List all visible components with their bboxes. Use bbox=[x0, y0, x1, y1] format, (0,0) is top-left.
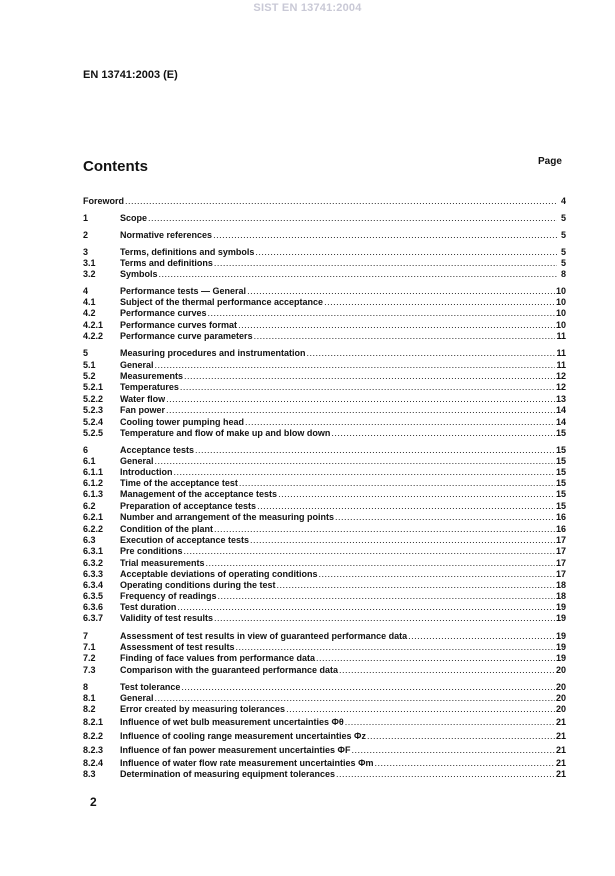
toc-entry bbox=[83, 743, 566, 755]
dot-leader bbox=[336, 769, 555, 779]
dot-leader bbox=[180, 382, 555, 392]
page-title: Contents bbox=[83, 158, 148, 175]
toc-entry-title: Influence of water flow rate measurement uncertainties Φm bbox=[120, 758, 374, 768]
dot-leader bbox=[331, 428, 555, 438]
toc-entry-number: 8.2.4 bbox=[83, 758, 104, 768]
toc-entry bbox=[83, 194, 566, 206]
toc-entry-page: 13 bbox=[555, 394, 566, 404]
toc-entry-page: 4 bbox=[560, 196, 566, 206]
toc-entry bbox=[83, 651, 566, 663]
toc-entry bbox=[83, 426, 566, 438]
toc-entry bbox=[83, 487, 566, 499]
toc-entry-title: Finding of face values from performance data bbox=[120, 653, 316, 663]
toc-entry-title: General bbox=[120, 456, 154, 466]
dot-leader bbox=[278, 489, 555, 499]
toc-entry bbox=[83, 715, 566, 727]
toc-entry-title: Influence of wet bulb measurement uncertainties Φθ bbox=[120, 717, 344, 727]
toc-entry-title: Performance curves format bbox=[120, 320, 238, 330]
page-column-label: Page bbox=[538, 156, 562, 167]
toc-entry-title: Subject of the thermal performance acceptance bbox=[120, 297, 324, 307]
toc-entry-page: 15 bbox=[555, 456, 566, 466]
toc-entry-number: 8.2.2 bbox=[83, 731, 104, 741]
toc-entry-page: 17 bbox=[555, 569, 566, 579]
dot-leader bbox=[184, 546, 555, 556]
toc-entry-page: 21 bbox=[555, 731, 566, 741]
dot-leader bbox=[286, 704, 555, 714]
toc-entry-page: 16 bbox=[555, 524, 566, 534]
dot-leader bbox=[214, 613, 555, 623]
toc-entry-number: 6.1.2 bbox=[83, 478, 104, 488]
toc-entry-number: 5 bbox=[83, 348, 89, 358]
toc-entry-page: 10 bbox=[555, 320, 566, 330]
toc-entry-page: 11 bbox=[556, 348, 566, 358]
watermark: SIST EN 13741:2004 bbox=[253, 2, 362, 14]
toc-entry-number: 5.1 bbox=[83, 360, 96, 370]
toc-entry bbox=[83, 729, 566, 741]
toc-entry bbox=[83, 403, 566, 415]
toc-entry-title: Temperature and flow of make up and blow down bbox=[120, 428, 331, 438]
toc-entry-page: 21 bbox=[555, 769, 566, 779]
dot-leader bbox=[345, 717, 555, 727]
toc-entry-page: 15 bbox=[555, 467, 566, 477]
toc-entry bbox=[83, 211, 566, 223]
toc-entry-page: 14 bbox=[555, 417, 566, 427]
toc-entry-page: 21 bbox=[555, 717, 566, 727]
toc-entry-number: 3.2 bbox=[83, 269, 96, 279]
toc-entry-title: Symbols bbox=[120, 269, 158, 279]
toc-entry-page: 19 bbox=[555, 653, 566, 663]
dot-leader bbox=[159, 269, 557, 279]
toc-entry-title: General bbox=[120, 693, 154, 703]
toc-entry-page: 19 bbox=[555, 631, 566, 641]
toc-entry-number: 2 bbox=[83, 230, 89, 240]
toc-entry-page: 20 bbox=[555, 704, 566, 714]
toc-entry-page: 20 bbox=[555, 693, 566, 703]
toc-entry-title: Introduction bbox=[120, 467, 173, 477]
dot-leader bbox=[307, 348, 556, 358]
toc-entry-number: 6.2.2 bbox=[83, 524, 104, 534]
dot-leader bbox=[166, 405, 555, 415]
toc-entry-page: 12 bbox=[555, 382, 566, 392]
toc-entry-title: Influence of cooling range measurement uncertainties Φz bbox=[120, 731, 366, 741]
toc-entry-title: Assessment of test results bbox=[120, 642, 235, 652]
toc-entry-number: 6.1.1 bbox=[83, 467, 104, 477]
toc-entry-title: Execution of acceptance tests bbox=[120, 535, 250, 545]
toc-entry-title: Terms and definitions bbox=[120, 258, 213, 268]
toc-entry bbox=[83, 510, 566, 522]
toc-entry-number: 6.3.7 bbox=[83, 613, 104, 623]
toc-entry-page: 21 bbox=[555, 745, 566, 755]
toc-entry-title: Trial measurements bbox=[120, 558, 205, 568]
toc-entry-number: 6.3.5 bbox=[83, 591, 104, 601]
toc-entry-page: 20 bbox=[555, 665, 566, 675]
toc-entry-page: 15 bbox=[555, 478, 566, 488]
toc-entry-title: Performance tests — General bbox=[120, 286, 247, 296]
toc-entry-page: 18 bbox=[555, 580, 566, 590]
toc-entry-title: Assessment of test results in view of guaranteed performance data bbox=[120, 631, 408, 641]
toc-entry-title: Test tolerance bbox=[120, 682, 181, 692]
toc-entry-page: 18 bbox=[555, 591, 566, 601]
toc-entry-page: 15 bbox=[555, 501, 566, 511]
toc-entry-number: 6.3.6 bbox=[83, 602, 104, 612]
toc-entry-page: 10 bbox=[555, 297, 566, 307]
toc-entry-page: 15 bbox=[555, 445, 566, 455]
toc-entry-page: 12 bbox=[555, 371, 566, 381]
toc-entry-number: 6.3.3 bbox=[83, 569, 104, 579]
toc-entry-page: 15 bbox=[555, 489, 566, 499]
toc-entry-number: 4.1 bbox=[83, 297, 96, 307]
toc-entry-number: 6 bbox=[83, 445, 89, 455]
toc-entry-title: Pre conditions bbox=[120, 546, 183, 556]
toc-entry-number: 7 bbox=[83, 631, 89, 641]
toc-entry-page: 10 bbox=[555, 308, 566, 318]
toc-entry-page: 15 bbox=[555, 428, 566, 438]
toc-entry-number: 6.2 bbox=[83, 501, 96, 511]
toc-entry-number: 5.2.3 bbox=[83, 405, 104, 415]
toc-entry-title: Temperatures bbox=[120, 382, 179, 392]
toc-entry-title: Determination of measuring equipment tolerances bbox=[120, 769, 336, 779]
toc-entry-title: Error created by measuring tolerances bbox=[120, 704, 286, 714]
toc-entry-number: 5.2.2 bbox=[83, 394, 104, 404]
toc-entry-number: 5.2.1 bbox=[83, 382, 104, 392]
toc-entry-page: 10 bbox=[555, 286, 566, 296]
toc-entry-number: 7.2 bbox=[83, 653, 96, 663]
toc-entry-title: Foreword bbox=[83, 196, 125, 206]
toc-entry bbox=[83, 329, 566, 341]
toc-entry-title: Measurements bbox=[120, 371, 184, 381]
toc-entry-number: 3 bbox=[83, 247, 89, 257]
toc-entry bbox=[83, 380, 566, 392]
toc-entry bbox=[83, 611, 566, 623]
toc-entry-number: 4.2.1 bbox=[83, 320, 104, 330]
toc-entry-page: 5 bbox=[560, 213, 566, 223]
toc-entry-number: 5.2 bbox=[83, 371, 96, 381]
toc-entry-title: Performance curve parameters bbox=[120, 331, 253, 341]
toc-entry-page: 11 bbox=[556, 360, 566, 370]
toc-entry bbox=[83, 767, 566, 779]
toc-entry-title: Operating conditions during the test bbox=[120, 580, 276, 590]
toc-entry-title: Acceptable deviations of operating conditions bbox=[120, 569, 318, 579]
dot-leader bbox=[148, 213, 557, 223]
toc-entry bbox=[83, 663, 566, 675]
toc-entry-number: 6.2.1 bbox=[83, 512, 104, 522]
toc-entry-title: Cooling tower pumping head bbox=[120, 417, 244, 427]
toc-entry-number: 8.2.3 bbox=[83, 745, 104, 755]
toc-entry-page: 19 bbox=[555, 602, 566, 612]
toc-entry-title: Water flow bbox=[120, 394, 166, 404]
toc-entry-page: 17 bbox=[555, 535, 566, 545]
toc-entry-title: Frequency of readings bbox=[120, 591, 217, 601]
document-id: EN 13741:2003 (E) bbox=[83, 69, 178, 81]
toc-entry-number: 1 bbox=[83, 213, 89, 223]
toc-entry bbox=[83, 228, 566, 240]
toc-entry-number: 6.1 bbox=[83, 456, 96, 466]
toc-entry bbox=[83, 306, 566, 318]
dot-leader bbox=[351, 745, 555, 755]
toc-entry bbox=[83, 544, 566, 556]
dot-leader bbox=[335, 512, 555, 522]
toc-entry-title: Management of the acceptance tests bbox=[120, 489, 278, 499]
toc-entry-title: Influence of fan power measurement uncertainties ΦF bbox=[120, 745, 351, 755]
toc-entry-title: Performance curves bbox=[120, 308, 207, 318]
toc-entry bbox=[83, 346, 566, 358]
dot-leader bbox=[213, 230, 557, 240]
toc-entry-page: 5 bbox=[560, 247, 566, 257]
toc-entry-number: 6.3.1 bbox=[83, 546, 104, 556]
toc-entry-page: 17 bbox=[555, 558, 566, 568]
toc-entry-page: 11 bbox=[556, 331, 566, 341]
toc-entry-number: 4 bbox=[83, 286, 89, 296]
toc-entry-page: 5 bbox=[560, 258, 566, 268]
toc-entry-title: Terms, definitions and symbols bbox=[120, 247, 255, 257]
dot-leader bbox=[339, 665, 555, 675]
toc-entry-title: Number and arrangement of the measuring points bbox=[120, 512, 335, 522]
page-number: 2 bbox=[90, 795, 97, 809]
toc-entry bbox=[83, 702, 566, 714]
toc-entry-title: Time of the acceptance test bbox=[120, 478, 238, 488]
toc-entry-number: 8.1 bbox=[83, 693, 96, 703]
toc-entry-number: 8.2 bbox=[83, 704, 96, 714]
toc-entry-title: General bbox=[120, 360, 154, 370]
toc-entry-page: 14 bbox=[555, 405, 566, 415]
toc-entry-page: 19 bbox=[555, 642, 566, 652]
toc-entry-number: 6.3.2 bbox=[83, 558, 104, 568]
toc-entry-title: Preparation of acceptance tests bbox=[120, 501, 257, 511]
toc-entry-title: Normative references bbox=[120, 230, 213, 240]
toc-entry-title: Test duration bbox=[120, 602, 177, 612]
toc-entry-number: 6.1.3 bbox=[83, 489, 104, 499]
toc-entry-number: 8.2.1 bbox=[83, 717, 104, 727]
toc-entry-title: Scope bbox=[120, 213, 148, 223]
dot-leader bbox=[367, 731, 555, 741]
toc-entry-page: 19 bbox=[555, 613, 566, 623]
toc-entry-title: Validity of test results bbox=[120, 613, 214, 623]
dot-leader bbox=[125, 196, 557, 206]
toc-entry-page: 8 bbox=[560, 269, 566, 279]
toc-entry-title: Acceptance tests bbox=[120, 445, 195, 455]
toc-entry-number: 5.2.4 bbox=[83, 417, 104, 427]
toc-entry-number: 3.1 bbox=[83, 258, 96, 268]
toc-entry-title: Measuring procedures and instrumentation bbox=[120, 348, 306, 358]
toc-entry-number: 7.1 bbox=[83, 642, 96, 652]
toc-entry-page: 21 bbox=[555, 758, 566, 768]
toc-entry-number: 8.3 bbox=[83, 769, 96, 779]
toc-entry-title: Fan power bbox=[120, 405, 166, 415]
toc-entry-number: 5.2.5 bbox=[83, 428, 104, 438]
toc-entry-number: 6.3.4 bbox=[83, 580, 104, 590]
dot-leader bbox=[254, 331, 556, 341]
toc-entry-page: 20 bbox=[555, 682, 566, 692]
toc-entry-number: 7.3 bbox=[83, 665, 96, 675]
toc-entry-page: 5 bbox=[560, 230, 566, 240]
toc-entry-number: 8 bbox=[83, 682, 89, 692]
toc-entry-page: 16 bbox=[555, 512, 566, 522]
toc-entry-title: Condition of the plant bbox=[120, 524, 213, 534]
dot-leader bbox=[316, 653, 555, 663]
toc-entry-page: 17 bbox=[555, 546, 566, 556]
toc-entry-title: Comparison with the guaranteed performance data bbox=[120, 665, 339, 675]
dot-leader bbox=[208, 308, 555, 318]
toc-entry-number: 6.3 bbox=[83, 535, 96, 545]
toc-entry-number: 4.2.2 bbox=[83, 331, 104, 341]
toc-entry-number: 4.2 bbox=[83, 308, 96, 318]
toc-entry bbox=[83, 267, 566, 279]
